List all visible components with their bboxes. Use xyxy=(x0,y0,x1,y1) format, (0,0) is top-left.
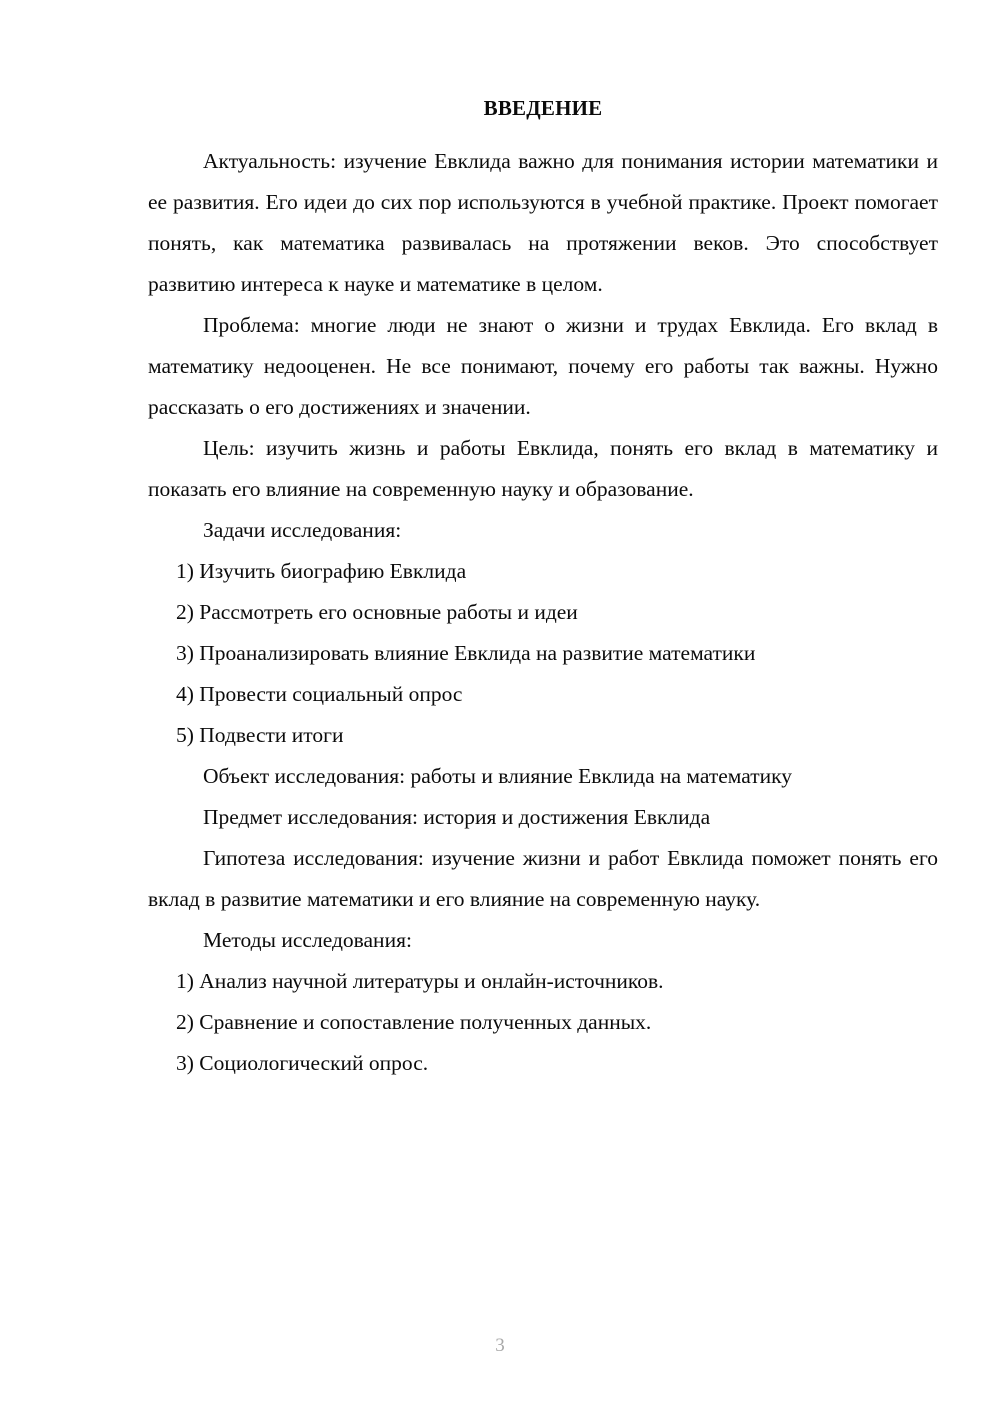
list-item: 2) Сравнение и сопоставление полученных данных. xyxy=(176,1010,652,1034)
paragraph-relevance: Актуальность: изучение Евклида важно для понимания истории математики и ее развития. Его идеи до сих пор используются в учебной практике. Проект помогает понять, как математика развивалась на протяжении веков. Это способствует развитию интереса к науке и математике в целом. xyxy=(148,149,938,296)
methods-list xyxy=(148,961,938,1084)
list-item: 3) Социологический опрос. xyxy=(176,1051,429,1075)
page-number: 3 xyxy=(495,1335,505,1356)
paragraph-hypothesis: Гипотеза исследования: изучение жизни и работ Евклида поможет понять его вклад в развитие математики и его влияние на современную науку. xyxy=(148,846,938,911)
list-item: 4) Провести социальный опрос xyxy=(176,682,463,706)
document-body xyxy=(148,88,938,1084)
list-item: 1) Анализ научной литературы и онлайн-источников. xyxy=(176,969,664,993)
paragraph-goal: Цель: изучить жизнь и работы Евклида, понять его вклад в математику и показать его влияние на современную науку и образование. xyxy=(148,436,938,501)
tasks-heading: Задачи исследования: xyxy=(203,518,402,542)
list-item: 3) Проанализировать влияние Евклида на развитие математики xyxy=(176,641,756,665)
paragraph-subject: Предмет исследования: история и достижения Евклида xyxy=(203,805,711,829)
paragraph-object: Объект исследования: работы и влияние Евклида на математику xyxy=(203,764,793,788)
page-title: ВВЕДЕНИЕ xyxy=(483,96,603,120)
list-item: 1) Изучить биографию Евклида xyxy=(176,559,467,583)
paragraph-problem: Проблема: многие люди не знают о жизни и трудах Евклида. Его вклад в математику недооценен. Не все понимают, почему его работы так важны. Нужно рассказать о его достижениях и значении. xyxy=(148,313,938,419)
methods-heading: Методы исследования: xyxy=(203,928,412,952)
list-item: 5) Подвести итоги xyxy=(176,723,344,747)
tasks-list xyxy=(148,551,938,756)
list-item: 2) Рассмотреть его основные работы и идеи xyxy=(176,600,578,624)
